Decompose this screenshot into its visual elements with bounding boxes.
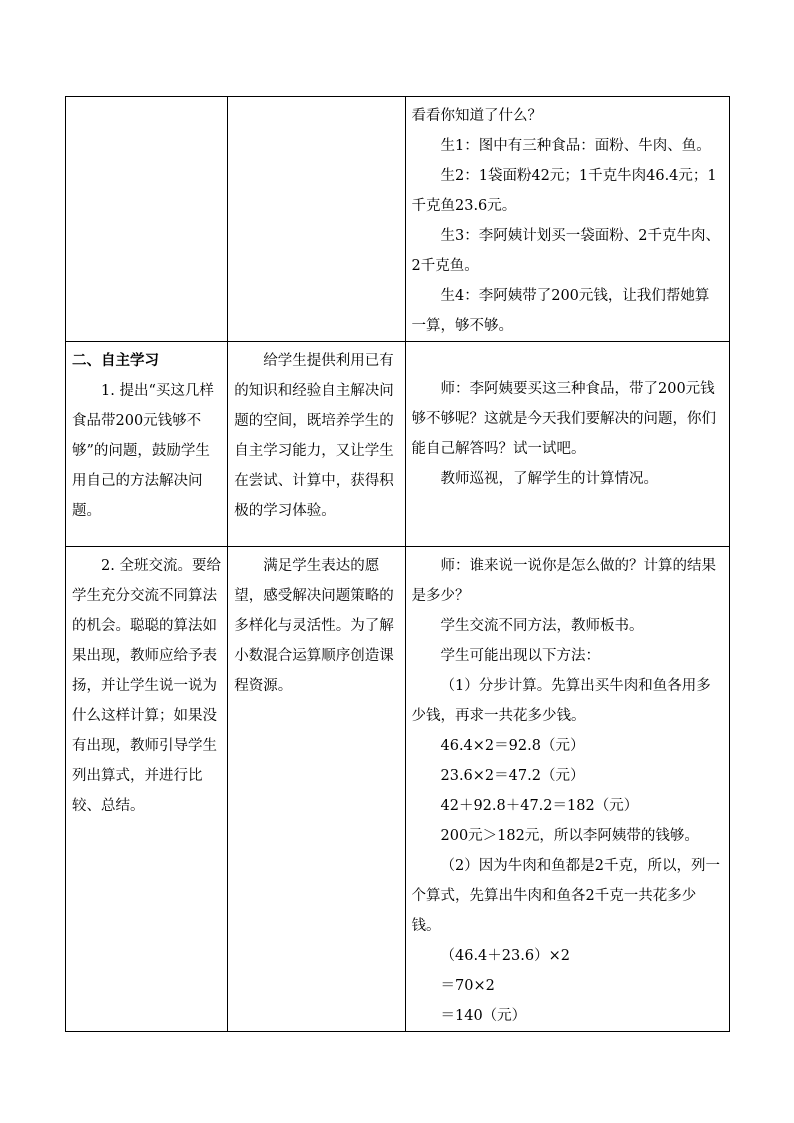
formula-line: ＝140（元） — [440, 1008, 527, 1024]
section-heading: 二、自主学习 — [72, 353, 159, 369]
paragraph: 学生可能出现以下方法： — [440, 648, 600, 664]
formula-line: 42＋92.8＋47.2＝182（元） — [440, 798, 639, 814]
formula-line: ＝70×2 — [440, 978, 495, 994]
paragraph: 教师巡视，了解学生的计算情况。 — [440, 471, 658, 487]
paragraph: 学生交流不同方法，教师板书。 — [440, 618, 644, 634]
teaching-step-cell — [66, 342, 228, 547]
class-activity-cell — [405, 547, 730, 1032]
formula-line: （46.4＋23.6）×2 — [440, 948, 570, 964]
paragraph: （2）因为牛肉和鱼都是2千克，所以，列一个算式，先算出牛肉和鱼各2千克一共花多少钱。 — [411, 858, 720, 934]
teaching-step-cell — [66, 547, 228, 1032]
class-activity-cell — [405, 97, 730, 342]
paragraph: 看看你知道了什么？ — [411, 108, 542, 124]
table-row — [66, 97, 730, 342]
paragraph: 2. 全班交流。要给学生充分交流不同算法的机会。聪聪的算法如果出现，教师应给予表扬，并让学生说一说为什么这样计算；如果没有出现，教师引导学生列出算式，并进行比较、总结。 — [72, 558, 221, 814]
paragraph: 生3：李阿姨计划买一袋面粉、2千克牛肉、2千克鱼。 — [411, 228, 720, 274]
paragraph: （1）分步计算。先算出买牛肉和鱼各用多少钱，再求一共花多少钱。 — [411, 678, 711, 724]
table-row — [66, 342, 730, 547]
paragraph: 满足学生表达的愿望，感受解决问题策略的多样化与灵活性。为了解小数混合运算顺序创造课程资源。 — [234, 558, 394, 694]
paragraph: 生1：图中有三种食品：面粉、牛肉、鱼。 — [440, 138, 711, 154]
paragraph: 生2：1袋面粉42元；1千克牛肉46.4元；1千克鱼23.6元。 — [411, 168, 717, 214]
paragraph: 1. 提出“买这几样食品带200元钱够不够”的问题，鼓励学生用自己的方法解决问题。 — [72, 383, 214, 519]
design-intent-cell — [228, 97, 405, 342]
formula-line: 46.4×2＝92.8（元） — [440, 738, 585, 754]
paragraph: 给学生提供利用已有的知识和经验自主解决问题的空间，既培养学生的自主学习能力，又让学生在尝试、计算中，获得积极的学习体验。 — [234, 353, 394, 519]
design-intent-cell — [228, 547, 405, 1032]
paragraph: 师：谁来说一说你是怎么做的？计算的结果是多少？ — [411, 558, 716, 604]
paragraph: 师：李阿姨要买这三种食品，带了200元钱够不够呢？这就是今天我们要解决的问题，你们能自己解答吗？试一试吧。 — [411, 381, 716, 457]
table-row — [66, 547, 730, 1032]
lesson-plan-table — [65, 96, 730, 1032]
paragraph: 生4：李阿姨带了200元钱，让我们帮她算一算，够不够。 — [411, 288, 710, 334]
class-activity-cell — [405, 342, 730, 547]
formula-line: 23.6×2＝47.2（元） — [440, 768, 585, 784]
formula-line: 200元＞182元，所以李阿姨带的钱够。 — [440, 828, 699, 844]
teaching-step-cell — [66, 97, 228, 342]
design-intent-cell — [228, 342, 405, 547]
